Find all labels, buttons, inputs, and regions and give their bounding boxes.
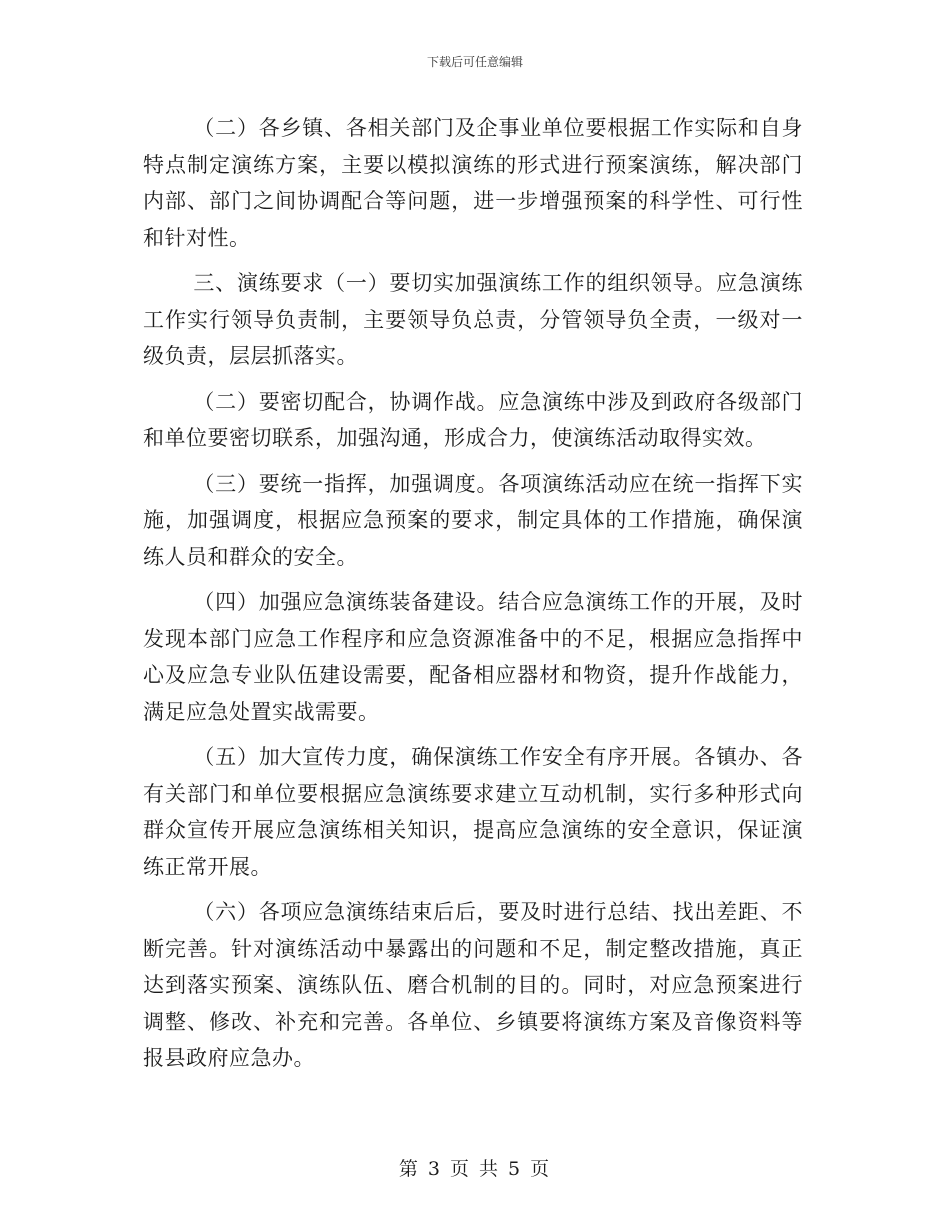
paragraph-equipment: （四）加强应急演练装备建设。结合应急演练工作的开展，及时发现本部门应急工作程序和应急资源准备中的不足，根据应急指挥中心及应急专业队伍建设需要，配备相应器材和物资，提升作战能力，满足应急处置实战需要。 bbox=[143, 590, 803, 724]
paragraph-drill-plan: （二）各乡镇、各相关部门及企事业单位要根据工作实际和自身特点制定演练方案，主要以模拟演练的形式进行预案演练，解决部门内部、部门之间协调配合等问题，进一步增强预案的科学性、可行性和针对性。 bbox=[143, 116, 803, 250]
paragraph-cooperation: （二）要密切配合，协调作战。应急演练中涉及到政府各级部门和单位要密切联系，加强沟通，形成合力，使演练活动取得实效。 bbox=[143, 389, 803, 450]
document-body bbox=[143, 110, 803, 1086]
paragraph-publicity: （五）加大宣传力度，确保演练工作安全有序开展。各镇办、各有关部门和单位要根据应急演练要求建立互动机制，实行多种形式向群众宣传开展应急演练相关知识，提高应急演练的安全意识，保证演练正常开展。 bbox=[143, 745, 803, 879]
page-number: 第 3 页 共 5 页 bbox=[398, 1158, 552, 1180]
page-header: 下载后可任意编辑 bbox=[426, 55, 523, 69]
paragraph-requirements-leadership: 三、演练要求（一）要切实加强演练工作的组织领导。应急演练工作实行领导负责制，主要领导负总责，分管领导负全责，一级对一级负责，层层抓落实。 bbox=[143, 271, 803, 368]
paragraph-command: （三）要统一指挥，加强调度。各项演练活动应在统一指挥下实施，加强调度，根据应急预案的要求，制定具体的工作措施，确保演练人员和群众的安全。 bbox=[143, 471, 803, 569]
paragraph-summary: （六）各项应急演练结束后后，要及时进行总结、找出差距、不断完善。针对演练活动中暴露出的问题和不足，制定整改措施，真正达到落实预案、演练队伍、磨合机制的目的。同时，对应急预案进行调整、修改、补充和完善。各单位、乡镇要将演练方案及音像资料等报县政府应急办。 bbox=[143, 900, 803, 1070]
